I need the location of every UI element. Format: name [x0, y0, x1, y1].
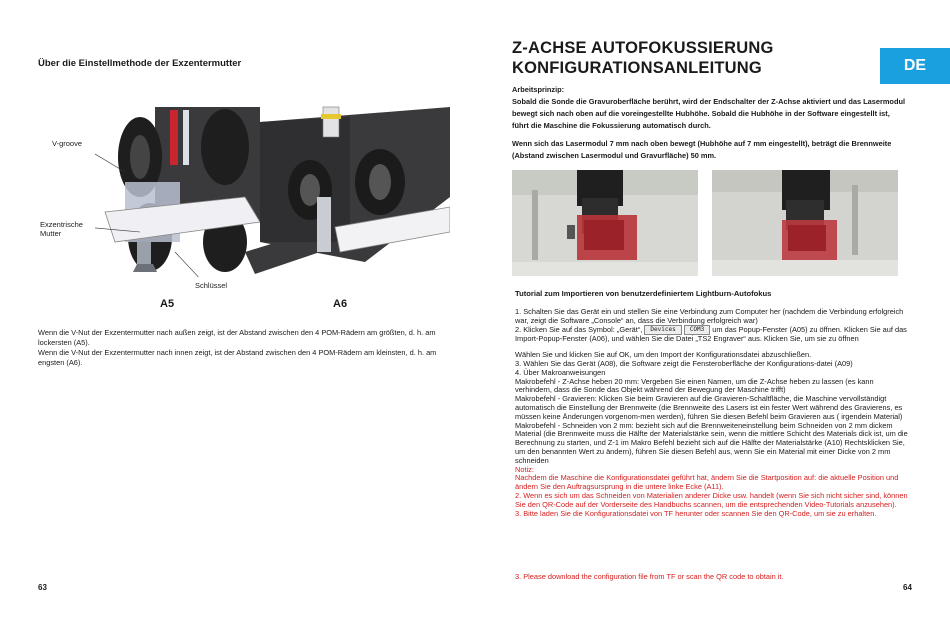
caption-a5: A5: [160, 298, 175, 310]
page-number-left: 63: [38, 583, 47, 592]
step-3: 3. Wählen Sie das Gerät (A08), die Software zeigt die Fensteroberfläche der Konfigurations-datei (A09): [515, 358, 853, 368]
principle-text: Sobald die Sonde die Gravuroberfläche berührt, wird der Endschalter der Z-Achse aktiviert und das Lasermodul bewegt sich nach oben auf die voreingestellte Hubhöhe. Sobald die Hubhöhe in der Software eingestellt ist, führt die Maschine die Fokussierung automatisch durch.: [512, 97, 906, 130]
tutorial-heading: Tutorial zum Importieren von benutzerdefiniertem Lightburn-Autofokus: [515, 289, 772, 298]
left-body-text: [38, 328, 438, 368]
macro-2: Makrobefehl - Gravieren: Klicken Sie beim Gravieren auf die Gravieren-Schaltfläche, die Maschine vervollständigt automatisch die Einstellung der Brennweite (die Brennweite des Lasers ist ein fester Wert während des Gravierens, es müssen keine Änderungen vorgenom-men werden), führen Sie diesen Befehl beim Gravieren aus ( irgendein Material): [515, 394, 903, 421]
macro-1: Makrobefehl - Z-Achse heben 20 mm: Vergeben Sie einen Namen, um die Z-Achse heben zu lassen (es kann verhindern, dass die Sonde das Objekt während der Bewegung der Maschine trifft): [515, 376, 874, 395]
macro-3: Makrobefehl - Schneiden von 2 mm: bezieht sich auf die Brennweiteneinstellung beim Schneiden von 2 mm dickem Material (die Brennweite muss die Hälfte der Materialstärke sein, wenn die mittlere Schicht des Materials dick ist, um die Berechnung zu starten, und Z-1 im Makro Befehl bezieht sich auf die Hälfte der Materialstärke (A10) Rechtsklicken Sie, um den benannten Wert zu ändern), führen Sie diesen Befehl aus, wenn Sie ein Material mit einer Dicke von 2 mm schneiden: [515, 420, 908, 465]
language-tab: DE: [880, 48, 950, 84]
title-line-2: KONFIGURATIONSANLEITUNG: [512, 59, 762, 77]
vgroove-label: V-groove: [52, 139, 83, 148]
tutorial-section: [515, 290, 910, 518]
body-paragraph-1: Wenn die V-Nut der Exzentermutter nach außen zeigt, ist der Abstand zwischen den 4 POM-Rädern am größten, d. h. am lockersten (A5).: [38, 328, 436, 347]
note-english: 3. Please download the configuration file from TF or scan the QR code to obtain it.: [515, 572, 784, 581]
page-number-right: 64: [903, 583, 912, 592]
title-line-1: Z-ACHSE AUTOFOKUSSIERUNG: [512, 39, 774, 57]
page-title: [512, 38, 773, 78]
step-2b: um das Popup-Fenster (A05) zu öffnen. Klicken Sie auf das Import-Popup-Fenster (A06), und wählen Sie die Datei „TS2 Engraver“ aus. Klicken Sie, um sie zu öffnen: [515, 325, 907, 344]
key-label: Schlüssel: [195, 281, 228, 290]
laser-module-photo-1: [512, 170, 698, 276]
note-label: Notiz:: [515, 464, 534, 474]
working-principle: [512, 84, 907, 168]
devices-button: Devices: [644, 325, 681, 335]
eccentric-nut-figure: [95, 102, 450, 277]
principle-text-2: Wenn sich das Lasermodul 7 mm nach oben bewegt (Hubhöhe auf 7 mm eingestellt), beträgt die Brennweite (Abstand zwischen Lasermodul und Gravurfläche) 50 mm.: [512, 139, 892, 160]
note-1: Nachdem die Maschine die Konfigurationsdatei geführt hat, ändern Sie die Startposition auf: die aktuelle Position und ändern Sie den Auftragsursprung in die untere linke Ecke (A11).: [515, 473, 899, 492]
step-2c: Wählen Sie und klicken Sie auf OK, um den Import der Konfigurationsdatei abzuschließen.: [515, 350, 812, 360]
left-heading: Über die Einstellmethode der Exzentermutter: [38, 58, 242, 69]
step-2: [515, 325, 910, 344]
note-2: 2. Wenn es sich um das Schneiden von Materialien anderer Dicke usw. handelt (wenn Sie sich nicht sicher sind, können Sie den QR-Code auf der Vorderseite des Handbuchs scannen, um die entsprechenden Video-Tutorials anzusehen).: [515, 490, 908, 509]
step-2a: 2. Klicken Sie auf das Symbol: „Gerät“,: [515, 325, 643, 335]
laser-module-photo-2: [712, 170, 898, 276]
body-paragraph-2: Wenn die V-Nut der Exzentermutter nach innen zeigt, ist der Abstand zwischen den 4 POM-Rädern am kleinsten, d. h. am engsten (A6).: [38, 348, 437, 367]
step-1: 1. Schalten Sie das Gerät ein und stellen Sie eine Verbindung zum Computer her (nachdem die Verbindung erfolgreich war, zeigt die Software „Console“ an, dass die Verbindung erfolgreich war): [515, 306, 904, 325]
right-page: [475, 0, 950, 618]
step-4: 4. Über Makroanweisungen: [515, 367, 606, 377]
caption-a6: A6: [333, 298, 348, 310]
eccentric-nut-label: Exzentrische Mutter: [40, 220, 83, 238]
note-3: 3. Bitte laden Sie die Konfigurationsdatei von TF herunter oder scannen Sie den QR-Code, um sie zu erhalten.: [515, 508, 877, 518]
principle-label: Arbeitsprinzip:: [512, 85, 565, 94]
com-port-button: COM3: [684, 325, 710, 335]
